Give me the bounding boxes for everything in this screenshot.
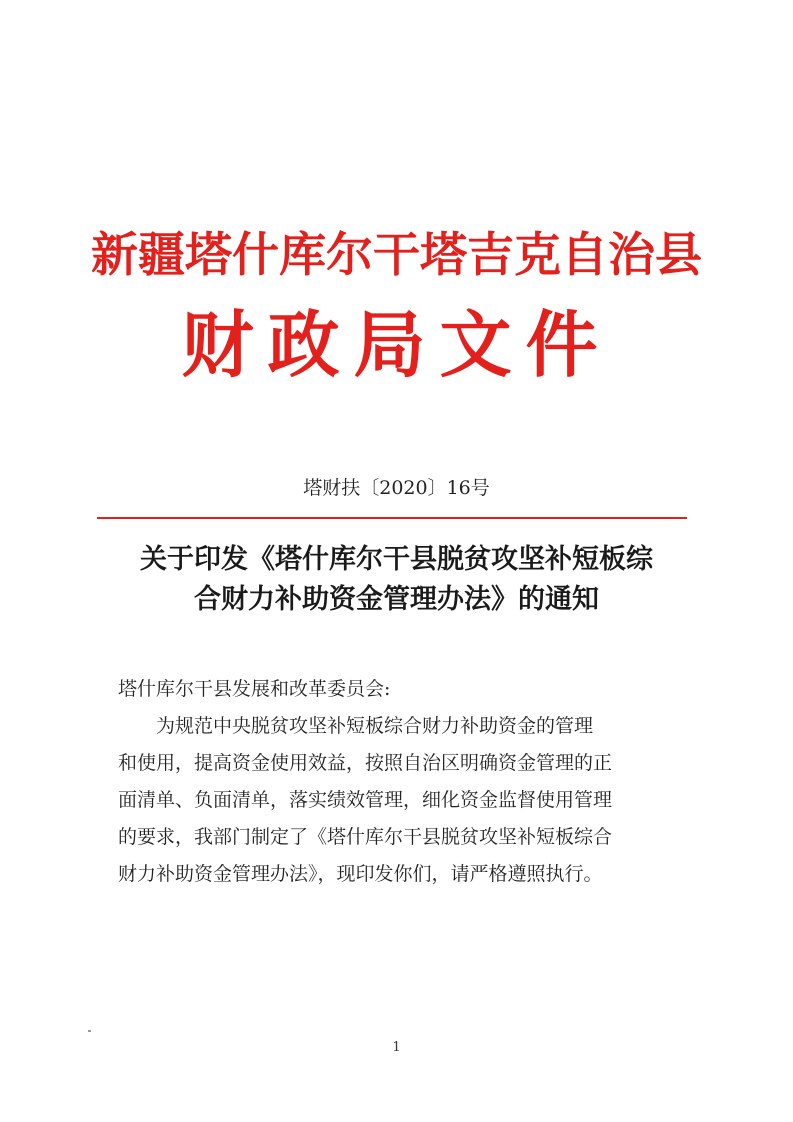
body-paragraph: [118, 708, 678, 893]
issuer-document-heading: 财政局文件: [181, 303, 612, 387]
body-line-1: 为规范中央脱贫攻坚补短板综合财力补助资金的管理: [156, 715, 594, 737]
scan-speck: [88, 1030, 91, 1032]
body-line-4: 的要求，我部门制定了《塔什库尔干县脱贫攻坚补短板综合: [118, 826, 613, 848]
document-number: 塔财扶〔2020〕16号: [303, 477, 490, 499]
document-title: [60, 540, 733, 620]
red-divider-line: [97, 517, 687, 519]
body-line-2: 和使用，提高资金使用效益，按照自治区明确资金管理的正: [118, 752, 613, 774]
document-title-line-1: 关于印发《塔什库尔干县脱贫攻坚补短板综: [140, 544, 653, 575]
issuer-name: 新疆塔什库尔干塔吉克自治县: [91, 228, 702, 283]
page-number: 1: [392, 1040, 401, 1055]
body-line-5: 财力补助资金管理办法》，现印发你们，请严格遵照执行。: [118, 863, 603, 885]
body-line-3: 面清单、负面清单，落实绩效管理，细化资金监督使用管理: [118, 789, 613, 811]
addressee: 塔什库尔干县发展和改革委员会:: [118, 678, 391, 700]
document-title-line-2: 合财力补助资金管理办法》的通知: [194, 584, 599, 615]
